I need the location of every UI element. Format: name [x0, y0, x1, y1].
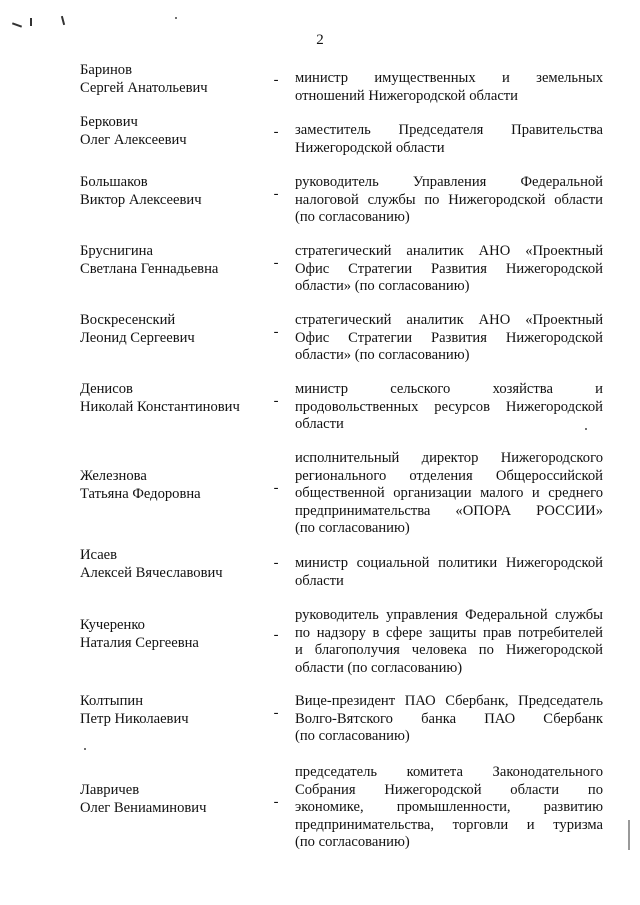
scan-mark — [628, 820, 630, 850]
position-line: области — [295, 416, 344, 432]
member-surname: Исаев — [80, 547, 118, 563]
position-line: области» (по согласованию) — [295, 278, 470, 294]
separator-dash: - — [273, 72, 279, 88]
member-given-names: Татьяна Федоровна — [80, 485, 201, 502]
member-surname: Воскресенский — [80, 312, 176, 328]
position-line: предпринимательства, торговли и туризма — [295, 816, 603, 833]
member-given-names: Светлана Геннадьевна — [80, 260, 219, 277]
position-line: стратегический аналитик АНО «Проектный — [295, 243, 603, 259]
member-name — [80, 312, 270, 347]
member-given-names: Виктор Алексеевич — [80, 191, 202, 208]
scan-mark — [12, 22, 22, 27]
member-surname: Баринов — [80, 62, 132, 78]
member-surname: Колтыпин — [80, 693, 144, 709]
member-position — [295, 312, 603, 365]
position-line: Офис Стратегии Развития Нижегородской — [295, 260, 603, 277]
member-name — [80, 243, 270, 278]
position-line: (по согласованию) — [295, 209, 410, 225]
position-line: (по согласованию) — [295, 728, 410, 744]
scan-mark — [30, 18, 32, 26]
position-line: Нижегородской области — [295, 139, 445, 156]
position-line: министр социальной политики Нижегородской — [295, 555, 603, 571]
separator-dash: - — [273, 627, 279, 643]
position-line: министр имущественных и земельных — [295, 70, 603, 86]
separator-dash: - — [273, 555, 279, 571]
separator-dash: - — [273, 255, 279, 271]
page-number: 2 — [316, 32, 324, 48]
position-line: (по согласованию) — [295, 834, 410, 850]
member-surname: Большаков — [80, 174, 148, 190]
member-position — [295, 243, 603, 296]
separator-dash: - — [273, 480, 279, 496]
member-given-names: Алексей Вячеславович — [80, 564, 223, 581]
separator-dash: - — [273, 705, 279, 721]
member-given-names: Наталия Сергеевна — [80, 634, 199, 651]
separator-dash: - — [273, 324, 279, 340]
member-name — [80, 782, 270, 817]
member-name — [80, 174, 270, 209]
member-position — [295, 555, 603, 590]
position-line: отношений Нижегородской области — [295, 87, 518, 104]
member-name — [80, 547, 270, 582]
member-name — [80, 381, 270, 416]
member-given-names: Олег Вениаминович — [80, 799, 207, 816]
member-name — [80, 62, 270, 97]
separator-dash: - — [273, 186, 279, 202]
member-position — [295, 70, 603, 105]
scan-dot — [84, 748, 86, 750]
position-line: регионального отделения Общероссийской — [295, 467, 603, 484]
position-line: по надзору в сфере защиты прав потребителей — [295, 624, 603, 641]
member-given-names: Николай Константинович — [80, 398, 240, 415]
position-line: Офис Стратегии Развития Нижегородской — [295, 329, 603, 346]
position-line: области — [295, 572, 344, 589]
position-line: предпринимательства «ОПОРА РОССИИ» — [295, 502, 603, 519]
member-name — [80, 468, 270, 503]
position-line: руководитель управления Федеральной службы — [295, 607, 603, 623]
member-position — [295, 381, 603, 434]
member-surname: Бруснигина — [80, 243, 153, 259]
position-line: области» (по согласованию) — [295, 347, 470, 363]
member-given-names: Олег Алексеевич — [80, 131, 187, 148]
separator-dash: - — [273, 393, 279, 409]
member-given-names: Сергей Анатольевич — [80, 79, 208, 96]
member-name — [80, 114, 270, 149]
position-line: руководитель Управления Федеральной — [295, 174, 603, 190]
member-given-names: Леонид Сергеевич — [80, 329, 195, 346]
position-line: экономике, промышленности, развитию — [295, 799, 603, 815]
member-position — [295, 607, 603, 677]
position-line: области (по согласованию) — [295, 659, 463, 676]
position-line: (по согласованию) — [295, 520, 410, 536]
scan-dot — [175, 17, 177, 19]
member-position — [295, 122, 603, 157]
position-line: заместитель Председателя Правительства — [295, 122, 603, 138]
member-name — [80, 617, 270, 652]
position-line: общественной организации малого и среднего — [295, 485, 603, 501]
member-position — [295, 450, 603, 538]
member-surname: Беркович — [80, 114, 138, 130]
position-line: стратегический аналитик АНО «Проектный — [295, 312, 603, 328]
position-line: и благополучия человека по Нижегородской — [295, 642, 603, 658]
position-line: председатель комитета Законодательного — [295, 764, 603, 780]
member-position — [295, 764, 603, 852]
member-given-names: Петр Николаевич — [80, 710, 189, 727]
scan-mark — [61, 16, 65, 25]
member-position — [295, 174, 603, 227]
member-surname: Денисов — [80, 381, 133, 397]
position-line: продовольственных ресурсов Нижегородской — [295, 398, 603, 415]
member-name — [80, 693, 270, 728]
member-surname: Кучеренко — [80, 617, 145, 633]
position-line: исполнительный директор Нижегородского — [295, 450, 603, 466]
member-position — [295, 693, 603, 746]
position-line: налоговой службы по Нижегородской области — [295, 191, 603, 208]
member-surname: Железнова — [80, 468, 147, 484]
position-line: Собрания Нижегородской области по — [295, 781, 603, 798]
separator-dash: - — [273, 794, 279, 810]
position-line: Волго-Вятского банка ПАО Сбербанк — [295, 710, 603, 727]
position-line: министр сельского хозяйства и — [295, 381, 603, 397]
separator-dash: - — [273, 124, 279, 140]
position-line: Вице-президент ПАО Сбербанк, Председатель — [295, 693, 603, 709]
member-surname: Лавричев — [80, 782, 140, 798]
